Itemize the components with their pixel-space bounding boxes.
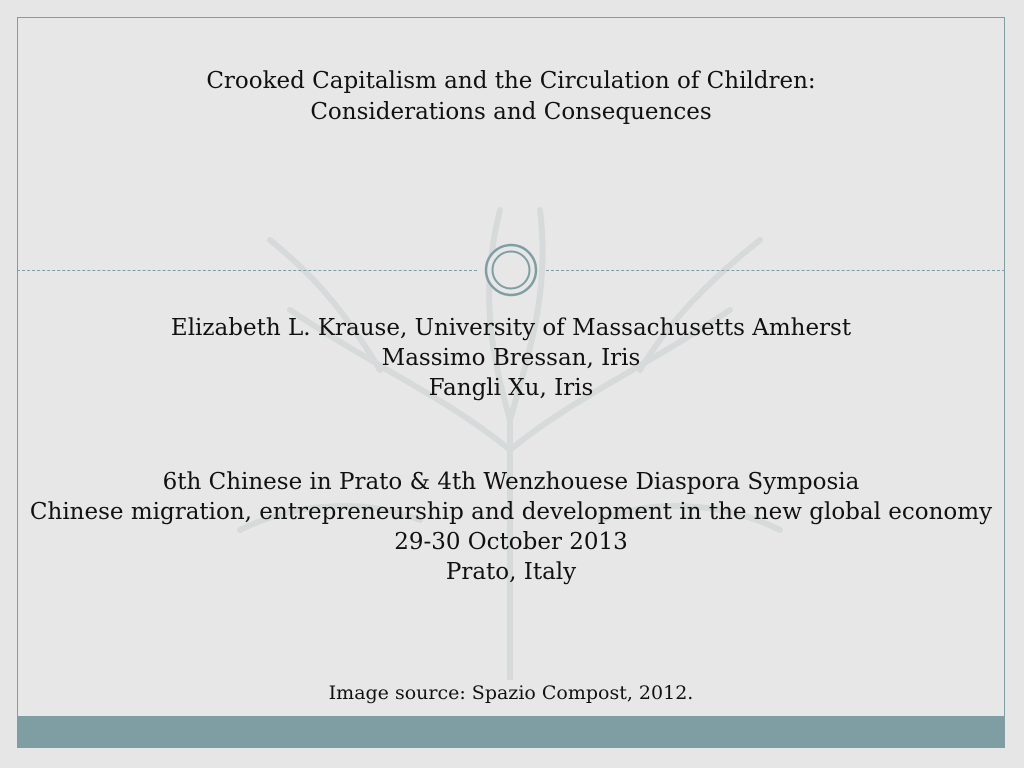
title-line-1: Crooked Capitalism and the Circulation of Children: (206, 68, 816, 94)
divider-left (17, 270, 477, 271)
image-source-credit: Image source: Spazio Compost, 2012. (328, 682, 694, 704)
author-2: Massimo Bressan, Iris (381, 345, 641, 371)
event-dates: 29-30 October 2013 (394, 529, 628, 555)
authors-list (17, 313, 1005, 403)
divider-right (546, 270, 1005, 271)
title-line-2: Considerations and Consequences (310, 99, 712, 125)
author-3: Fangli Xu, Iris (428, 375, 594, 401)
event-name: 6th Chinese in Prato & 4th Wenzhouese Diaspora Symposia (162, 469, 860, 495)
author-1: Elizabeth L. Krause, University of Massachusetts Amherst (170, 315, 852, 341)
event-theme: Chinese migration, entrepreneurship and development in the new global economy (29, 499, 993, 525)
footer-bar (17, 716, 1005, 748)
event-info (17, 467, 1005, 587)
event-location: Prato, Italy (445, 559, 577, 585)
circle-ornament-icon (484, 243, 538, 297)
presentation-title (17, 66, 1005, 128)
